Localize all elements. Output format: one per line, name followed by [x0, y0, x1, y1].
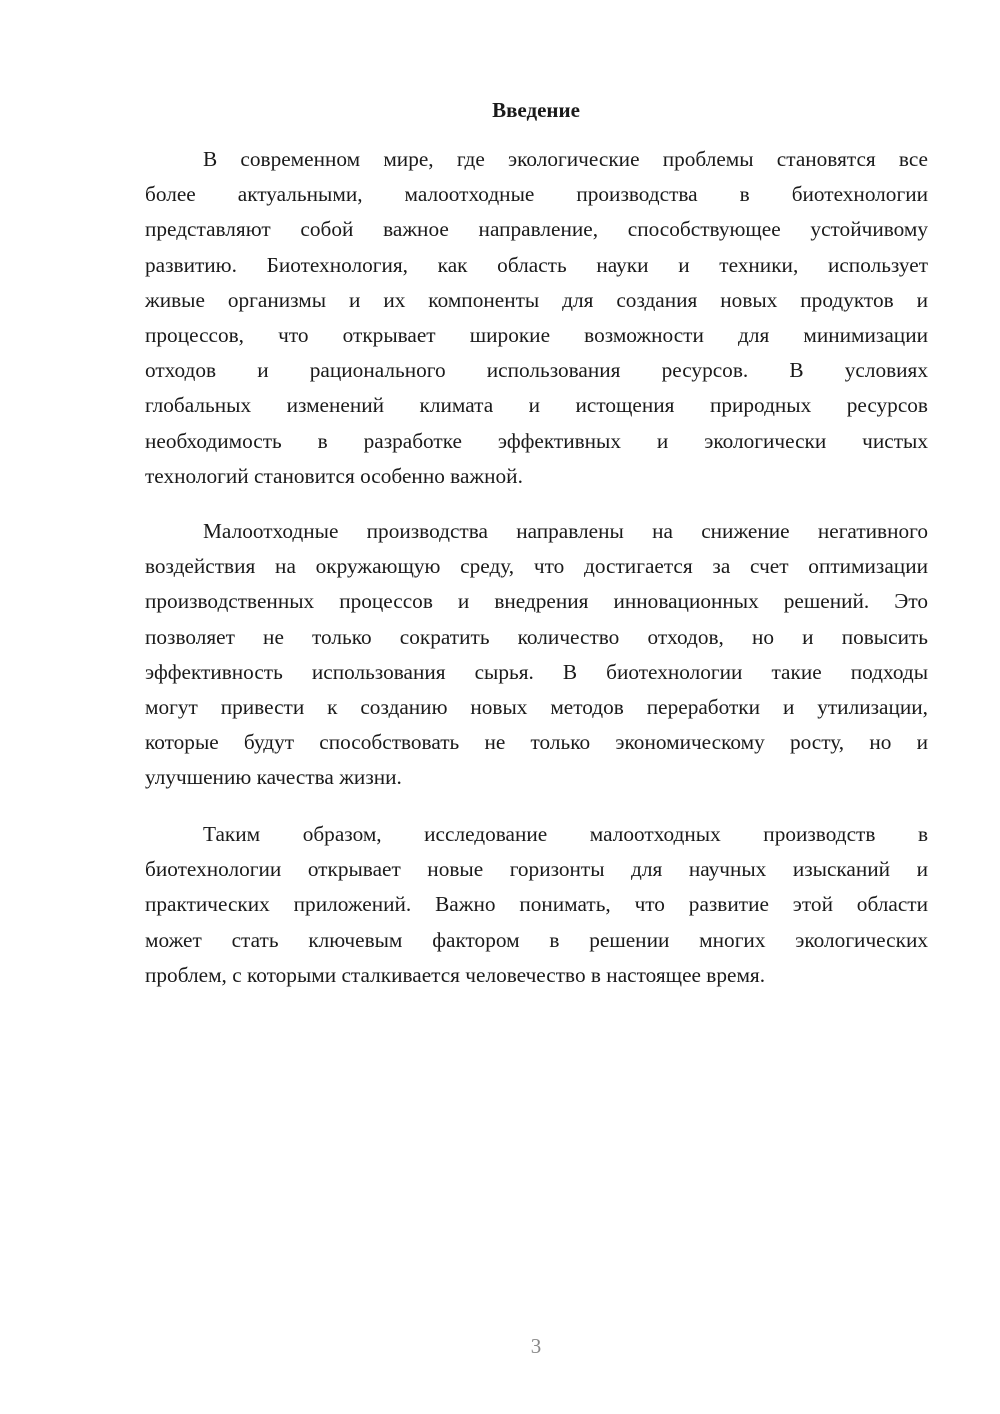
text-line: которые будут способствовать не только экономическому росту, но и	[145, 730, 928, 755]
page-number: 3	[530, 1334, 542, 1358]
text-line: производственных процессов и внедрения инновационных решений. Это	[145, 589, 928, 614]
text-line: практических приложений. Важно понимать, что развитие этой области	[145, 892, 928, 917]
text-line: развитию. Биотехнология, как область науки и техники, использует	[145, 252, 928, 277]
text-line: необходимость в разработке эффективных и экологически чистых	[145, 428, 928, 453]
text-line: биотехнологии открывает новые горизонты для научных изысканий и	[145, 857, 928, 882]
page-title: Введение	[492, 98, 580, 122]
text-line: проблем, с которыми сталкивается человечество в настоящее время.	[145, 962, 766, 987]
text-line: более актуальными, малоотходные производства в биотехнологии	[145, 182, 928, 207]
text-line: улучшению качества жизни.	[145, 765, 402, 790]
text-line: процессов, что открывает широкие возможности для минимизации	[145, 322, 928, 347]
text-line: могут привести к созданию новых методов переработки и утилизации,	[145, 694, 928, 719]
text-line: представляют собой важное направление, способствующее устойчивому	[145, 217, 928, 242]
text-line: В современном мире, где экологические проблемы становятся все	[203, 147, 928, 171]
text-line: позволяет не только сократить количество отходов, но и повысить	[145, 624, 928, 649]
paragraph	[145, 142, 928, 494]
text-line: глобальных изменений климата и истощения природных ресурсов	[145, 393, 928, 418]
text-line: живые организмы и их компоненты для создания новых продуктов и	[145, 287, 928, 312]
paragraph	[145, 817, 928, 993]
text-line: Малоотходные производства направлены на снижение негативного	[203, 519, 928, 543]
text-line: может стать ключевым фактором в решении многих экологических	[145, 927, 928, 952]
text-line: эффективность использования сырья. В биотехнологии такие подходы	[145, 659, 928, 684]
text-line: технологий становится особенно важной.	[145, 463, 523, 488]
text-line: Таким образом, исследование малоотходных производств в	[203, 822, 928, 846]
text-line: отходов и рационального использования ресурсов. В условиях	[145, 358, 928, 383]
paragraph	[145, 514, 928, 796]
text-line: воздействия на окружающую среду, что достигается за счет оптимизации	[145, 554, 928, 579]
